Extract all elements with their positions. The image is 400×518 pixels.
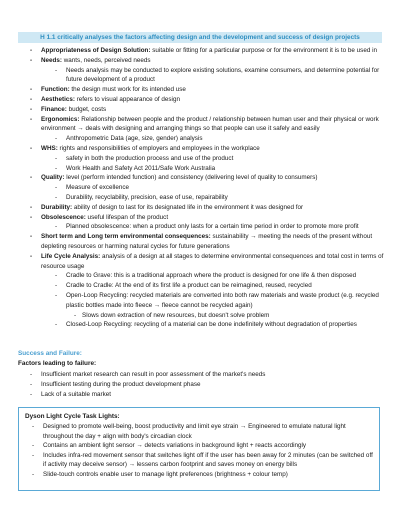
list-item xyxy=(24,291,384,311)
list-item xyxy=(24,46,384,56)
list-item xyxy=(24,213,384,223)
list-item: - Insufficient testing during the product development phase xyxy=(24,380,384,390)
term-description: wants, needs, perceived needs xyxy=(62,56,151,64)
term-label: Obsolescence: xyxy=(41,213,86,221)
list-item xyxy=(24,56,384,66)
term-description: budget, costs xyxy=(66,105,107,113)
list-item xyxy=(24,252,384,272)
list-item xyxy=(24,115,384,135)
dyson-title: Dyson Light Cycle Task Lights: xyxy=(25,413,120,420)
term-label: Ergonomics: xyxy=(41,115,80,123)
list-item xyxy=(24,281,384,291)
term-description: Anthropometric Data (age, size, gender) analysis xyxy=(66,135,203,143)
term-description: the design must work for its intended use xyxy=(69,86,186,94)
term-label: WHS: xyxy=(41,144,58,152)
term-description: Planned obsolescence: when a product only lasts for a certain time period in order to promote more profit xyxy=(66,223,359,231)
term-description: suitable or fitting for a particular purpose or for the environment it is to be used in xyxy=(150,47,377,54)
list-item: - Includes infra-red movement sensor that switches light off if the user has been away for 2 minutes (can be switched off if activity may deceive sensor) → lessens carbon footprint and saves money on energy bills xyxy=(25,451,373,470)
list-item xyxy=(24,183,384,193)
list-item: - Designed to promote well-being, boost productivity and limit eye strain → Engineered to emulate natural light throughout the day + align with body's circadian clock xyxy=(25,422,373,441)
term-description: analysis of a design at all stages to determine environmental consequences and total cost in terms of resource usage xyxy=(41,252,384,270)
list-item xyxy=(24,164,384,174)
term-label: Needs: xyxy=(41,56,62,64)
term-label: Quality: xyxy=(41,174,65,182)
term-label: Function: xyxy=(41,86,70,94)
failure-factors-list xyxy=(24,370,384,399)
list-item xyxy=(24,311,384,321)
term-description: Work Health and Safety Act 2011/Safe Work Australia xyxy=(66,164,216,172)
term-description: safety in both the production process and use of the product xyxy=(66,154,234,162)
list-item xyxy=(24,144,384,154)
list-item xyxy=(24,271,384,281)
term-description: ability of design to last for its designated life in the environment it was designed for xyxy=(72,203,304,211)
term-description: level (perform intended function) and consistency (delivering level of quality to consumers) xyxy=(64,174,318,182)
list-item xyxy=(24,193,384,203)
term-description: Relationship between people and the product / relationship between human user and their physical or work environment → deals with designing and arranging things so that people can use it safely and easily xyxy=(41,115,379,133)
factors-list xyxy=(24,46,384,330)
term-description: Durability, recyclability, precision, ease of use, repairability xyxy=(66,193,228,201)
term-label: Durability: xyxy=(41,203,73,211)
term-description: Slows down extraction of new resources, but doesn't solve problem xyxy=(82,311,270,319)
list-item: - Lack of a suitable market xyxy=(24,390,384,400)
list-item: - Contains an ambient light sensor → detects variations in background light + reacts accordingly xyxy=(25,441,373,451)
list-item xyxy=(24,134,384,144)
dyson-case-study-box xyxy=(18,407,380,491)
term-description: sustainability → meeting the needs of the present without depleting resources or harming natural cycles for future generations xyxy=(41,233,373,250)
list-item xyxy=(24,154,384,164)
term-description: rights and responsibilities of employers and employees in the workplace xyxy=(57,144,260,152)
term-description: refers to visual appearance of design xyxy=(74,95,180,103)
list-item xyxy=(24,203,384,213)
list-item xyxy=(24,173,384,183)
term-label: Aesthetics: xyxy=(41,95,75,103)
list-item xyxy=(24,320,384,330)
term-description: Needs analysis may be conducted to explore existing solutions, examine consumers, and determine potential for future development of a product xyxy=(66,66,380,84)
term-description: Closed-Loop Recycling: recycling of a material can be done indefinitely without degradation of properties xyxy=(66,321,357,329)
list-item: - Insufficient market research can result in poor assessment of the market's needs xyxy=(24,370,384,380)
term-description: Measure of excellence xyxy=(66,184,130,192)
term-description: useful lifespan of the product xyxy=(85,213,169,221)
term-label: Life Cycle Analysis: xyxy=(41,252,101,260)
term-label: Short term and Long term environmental consequences: xyxy=(41,233,211,241)
term-label: Finance: xyxy=(41,105,67,113)
term-description: Open-Loop Recycling: recycled materials are converted into both raw materials and waste product (e.g. recycled plastic bottles made into fleece → fleece cannot be recycled again) xyxy=(66,291,379,309)
list-item xyxy=(24,95,384,105)
term-description: Cradle to Cradle: At the end of its first life a product can be reimagined, reused, recycled xyxy=(66,282,312,290)
list-item xyxy=(24,66,384,86)
failure-factors-title: Factors leading to failure: xyxy=(18,360,97,367)
term-description: Cradle to Grave: this is a traditional approach where the product is designed for one life & then disposed xyxy=(66,272,357,280)
list-item xyxy=(24,85,384,95)
term-label: Appropriateness of Design Solution: xyxy=(41,47,151,54)
list-item: - Slide-touch controls enable user to manage light preferences (brightness + colour temp) xyxy=(25,470,373,480)
success-title: Success and Failure: xyxy=(18,350,82,357)
list-item xyxy=(24,222,384,232)
page-header: H 1.1 critically analyses the factors affecting design and the development and success of design projects xyxy=(18,32,382,43)
dyson-points-list xyxy=(25,422,373,479)
list-item xyxy=(24,232,384,252)
list-item xyxy=(24,105,384,115)
